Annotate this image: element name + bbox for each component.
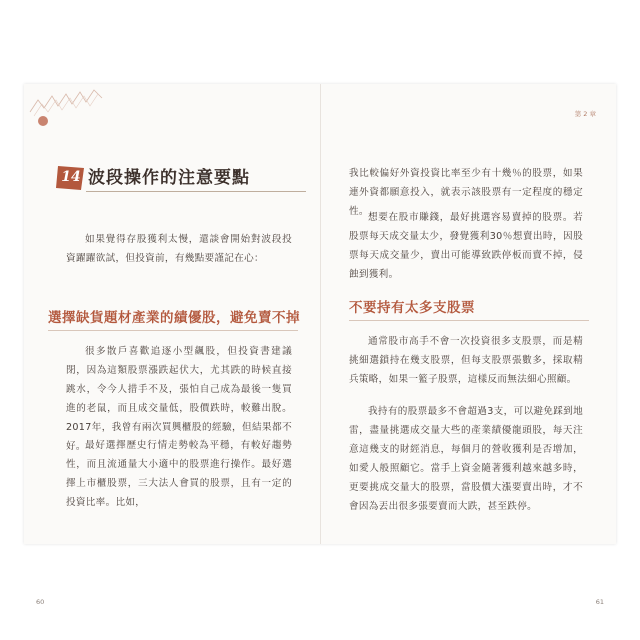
page-number-right: 61 bbox=[595, 598, 604, 606]
paragraph-foreign-investors: 我比較偏好外資投資比率至少有十幾％的股票，如果連外資都願意投入，就表示該股票有一定程度的穩定性。 bbox=[349, 168, 583, 217]
subheading-divider bbox=[48, 330, 298, 331]
right-page bbox=[321, 84, 616, 606]
paragraph-expert-focus: 通常股市高手不會一次投資很多支股票，而是精挑細選鎖持在幾支股票，但每支股票張數多，採取精兵策略，如果一籃子股票，這樣反而無法細心照顧。 bbox=[349, 336, 583, 385]
chapter-number: 第 2 章 bbox=[574, 110, 596, 118]
subheading-divider-right bbox=[349, 320, 589, 321]
title-divider bbox=[86, 191, 306, 192]
subheading-select-stocks: 選擇缺貨題材產業的績優股，避免賣不掉 bbox=[48, 310, 300, 326]
intro-paragraph: 如果覺得存股獲利太慢，還談會開始對波段投資躍躍欲試，但投資前，有幾點要謹記在心： bbox=[66, 234, 292, 264]
subheading-not-too-many: 不要持有太多支股票 bbox=[349, 300, 475, 316]
paragraph-hold-three: 我持有的股票最多不會超過3支，可以避免踩到地雷，盡量挑選成交量大些的產業績優龍頭股，每天注意這幾支的財經消息，每個月的營收獲利是否增加，如愛人般照顧它。當手上資金隨著獲利越來越多時，更要挑成交量大的股票，當股價大漲要賣出時，才不會因為丟出很多張要賣而大跌，甚至跌停。 bbox=[349, 406, 583, 512]
section-number-badge bbox=[54, 164, 86, 192]
running-header bbox=[52, 113, 122, 129]
paragraph-liquidity: 想要在股市賺錢，最好挑選容易賣掉的股票。若股票每天成交量太少，發覺獲利30％想賣出時，因股票每天成交量少，賣出可能導致跌停板而賣不掉，侵蝕到獲利。 bbox=[349, 212, 583, 280]
section-number: 14 bbox=[61, 169, 81, 185]
paragraph-choose-stable: 最好選擇歷史行情走勢較為平穩，有較好趨勢性，而且流通量大小適中的股票進行操作。最好選擇上市櫃股票，三大法人會買的股票，且有一定的投資比率。比如， bbox=[66, 440, 292, 508]
chapter-header bbox=[526, 110, 596, 132]
left-page bbox=[24, 84, 320, 606]
paragraph-small-stocks: 很多散戶喜歡追逐小型飆股，但投資書建議閉，因為這類股票漲跌起伏大，尤其跌的時候直接跳水，令今人措手不及，張怕自己成為最後一隻買進的老鼠，而且成交量低，股價跌時，較難出脫。2017年，我曾有兩次買興櫃股的經驗，但結果都不好。 bbox=[66, 346, 292, 452]
section-title: 波段操作的注意要點 bbox=[88, 168, 250, 188]
page-number-left: 60 bbox=[36, 598, 45, 606]
book-logo-icon bbox=[38, 116, 48, 126]
